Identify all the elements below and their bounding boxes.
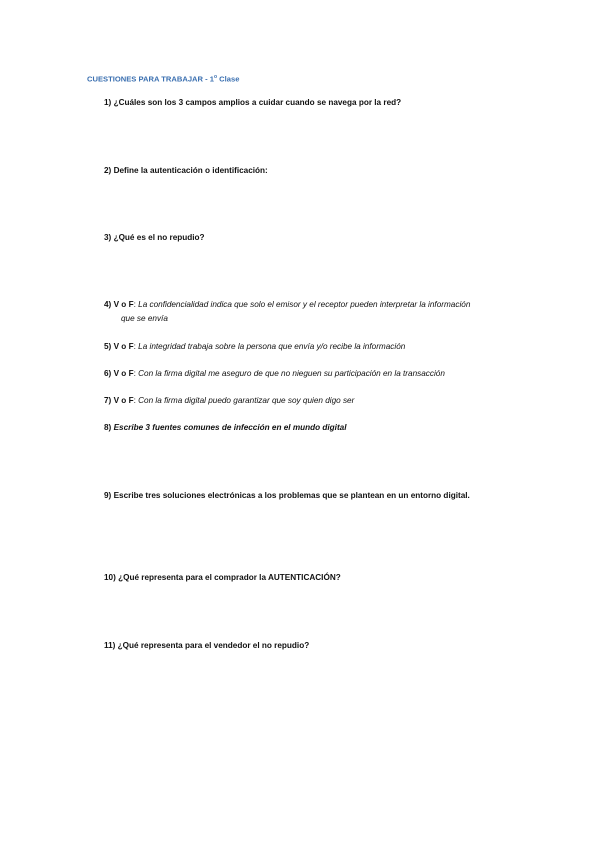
question-4: 4) V o F: La confidencialidad indica que solo el emisor y el receptor pueden interpretar la información bbox=[104, 300, 471, 309]
question-1: 1) ¿Cuáles son los 3 campos amplios a cuidar cuando se navega por la red? bbox=[104, 98, 402, 107]
question-8: 8) Escribe 3 fuentes comunes de infección en el mundo digital bbox=[104, 423, 347, 432]
question-3: 3) ¿Qué es el no repudio? bbox=[104, 233, 205, 242]
question-6: 6) V o F: Con la firma digital me aseguro de que no nieguen su participación en la transacción bbox=[104, 369, 445, 378]
question-7: 7) V o F: Con la firma digital puedo garantizar que soy quien digo ser bbox=[104, 396, 355, 405]
page-title: CUESTIONES PARA TRABAJAR - 1$^o$ Clase bbox=[87, 74, 240, 84]
question-9: 9) Escribe tres soluciones electrónicas a los problemas que se plantean en un entorno digital. bbox=[104, 491, 470, 500]
question-10: 10) ¿Qué representa para el comprador la AUTENTICACIÓN? bbox=[104, 573, 341, 582]
question-2: 2) Define la autenticación o identificación: bbox=[104, 166, 268, 175]
question-5: 5) V o F: La integridad trabaja sobre la persona que envía y/o recibe la información bbox=[104, 342, 406, 351]
question-11: 11) ¿Qué representa para el vendedor el no repudio? bbox=[104, 641, 310, 650]
question-4-continuation: que se envía bbox=[121, 314, 168, 323]
